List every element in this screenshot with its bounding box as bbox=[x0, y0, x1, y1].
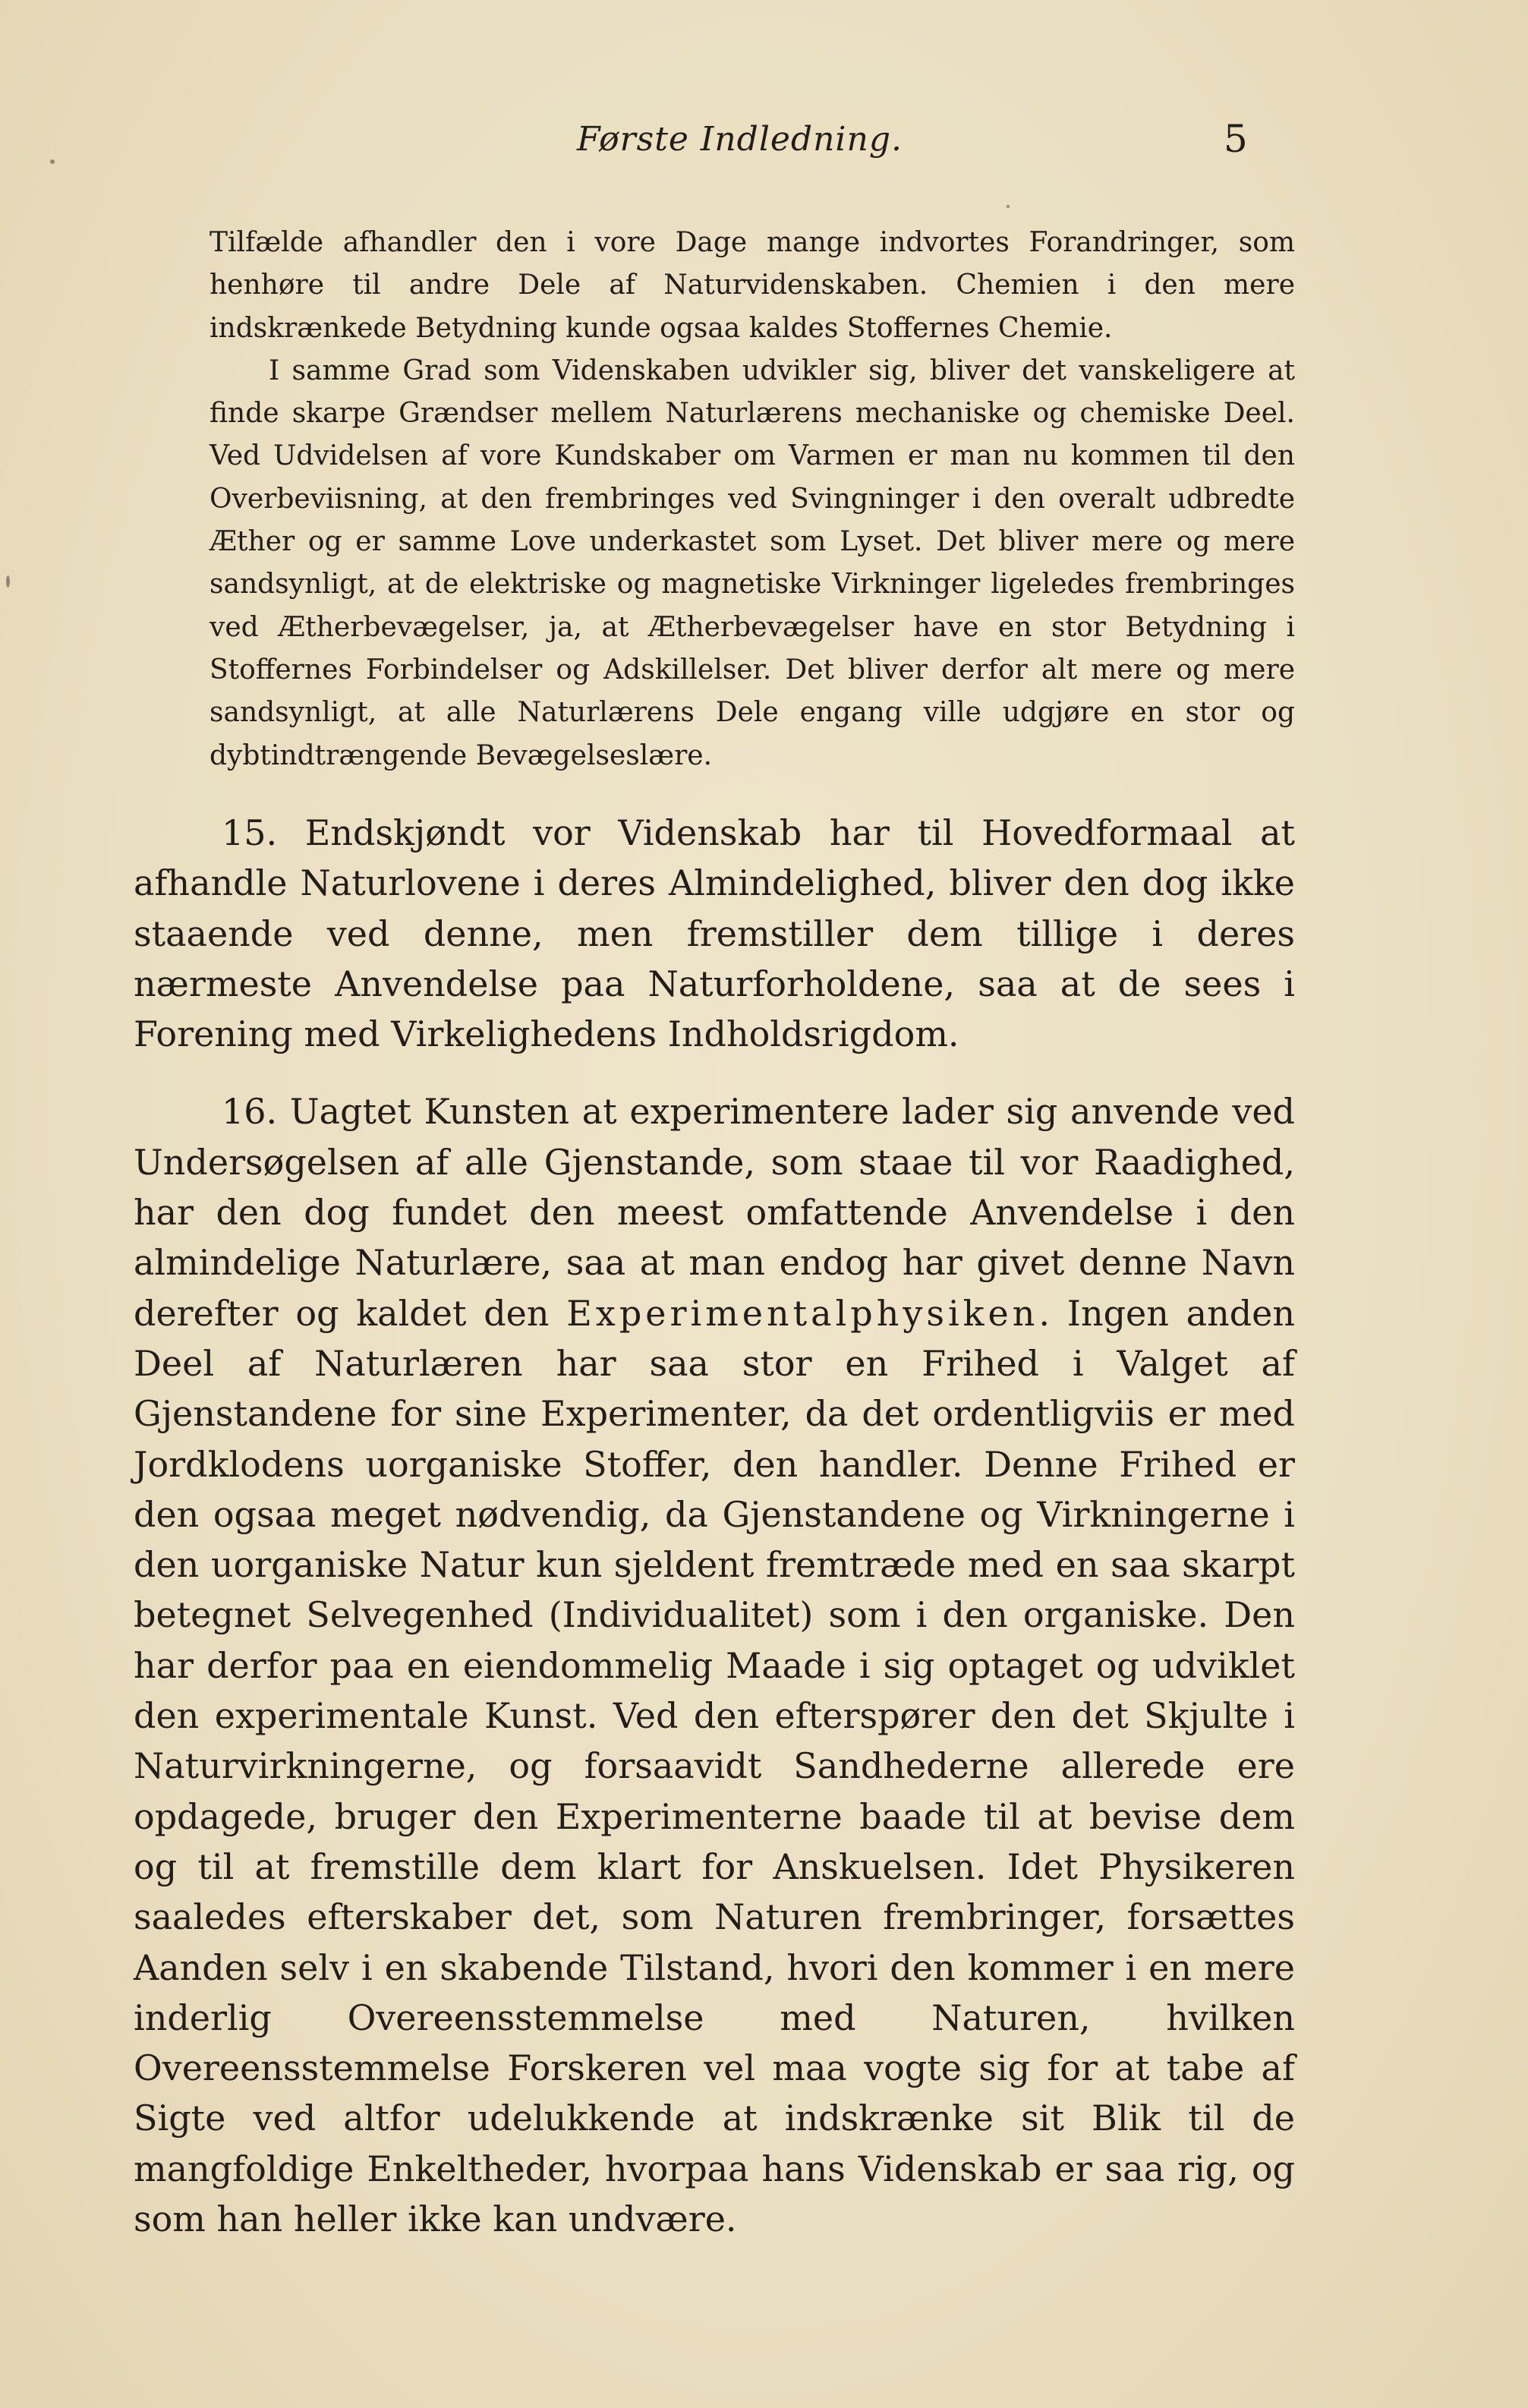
main-body bbox=[134, 808, 1295, 2244]
small-print-block bbox=[210, 222, 1295, 777]
section-16-text-start: 16. Uagtet Kunsten at experimentere lader sig anvende ved Undersøgelsen af alle Gjenstande, som staae til vor Raadighed, har den dog fundet den meest omfattende Anvendelse i den almindelige Naturlære, saa at man endog har givet denne Navn derefter og kaldet den bbox=[134, 1091, 1295, 1334]
section-16-text-end: . Ingen anden Deel af Naturlæren har saa stor en Frihed i Valget af Gjenstandene for sine Experimenter, da det ordentligviis er med Jordklodens uorganiske Stoffer, den handler. Denne Frihed er den ogsaa meget nødvendig, da Gjenstandene og Virkningerne i den uorganiske Natur kun sjeldent fremtræde med en saa skarpt betegnet Selvegenhed (Individualitet) som i den organiske. Den har derfor paa en eiendommelig Maade i sig optaget og udviklet den experimentale Kunst. Ved den efterspører den det Skjulte i Naturvirkningerne, og forsaavidt Sandhederne allerede ere opdagede, bruger den Experimenterne baade til at bevise dem og til at fremstille dem klart for Anskuelsen. Idet Physikeren saaledes efterskaber det, som Naturen frembringer, forsættes Aanden selv i en skabende Tilstand, hvori den kommer i en mere inderlig Overeensstemmelse med Naturen, hvilken Overeensstemmelse Forskeren vel maa vogte sig for at tabe af Sigte ved altfor udelukkende at indskrænke sit Blik til de mangfoldige Enkeltheder, hvorpaa hans Videnskab er saa rig, og som han heller ikke kan undvære. bbox=[134, 1292, 1295, 2240]
small-print-paragraph-2: I samme Grad som Videnskaben udvikler sig, bliver det vanskeligere at finde skarpe Grændser mellem Naturlærens mechaniske og chemiske Deel. Ved Udvidelsen af vore Kundskaber om Varmen er man nu kommen til den Overbeviisning, at den frembringes ved Svingninger i den overalt udbredte Æther og er samme Love underkastet som Lyset. Det bliver mere og mere sandsynligt, at de elektriske og magnetiske Virkninger ligeledes frembringes ved Ætherbevægelser, ja, at Ætherbevægelser have en stor Betydning i Stoffernes Forbindelser og Adskillelser. Det bliver derfor alt mere og mere sandsynligt, at alle Naturlærens Dele engang ville udgjøre en stor og dybtindtrængende Bevægelseslære. bbox=[210, 355, 1295, 771]
running-title: Første Indledning. bbox=[577, 120, 903, 159]
section-16 bbox=[134, 1086, 1295, 2244]
small-print-paragraph-1: Tilfælde afhandler den i vore Dage mange indvortes Forandringer, som henhøre til andre Dele af Naturvidenskaben. Chemien i den mere indskrænkede Betydning kunde ogsaa kaldes Stoffernes Chemie. bbox=[210, 227, 1295, 344]
page-number: 5 bbox=[1224, 117, 1248, 161]
section-15: 15. Endskjøndt vor Videnskab har til Hovedformaal at afhandle Naturlovene i deres Almindelighed, bliver den dog ikke staaende ved denne, men fremstiller dem tillige i deres nærmeste Anvendelse paa Naturforholdene, saa at de sees i Forening med Virkelighedens Indholdsrigdom. bbox=[134, 812, 1295, 1055]
page-header bbox=[0, 114, 1528, 167]
paper-speck bbox=[1007, 205, 1010, 208]
paper-speck bbox=[50, 159, 55, 164]
paper-speck bbox=[6, 575, 10, 588]
section-16-emphasis: Experimentalphysiken bbox=[566, 1292, 1039, 1334]
